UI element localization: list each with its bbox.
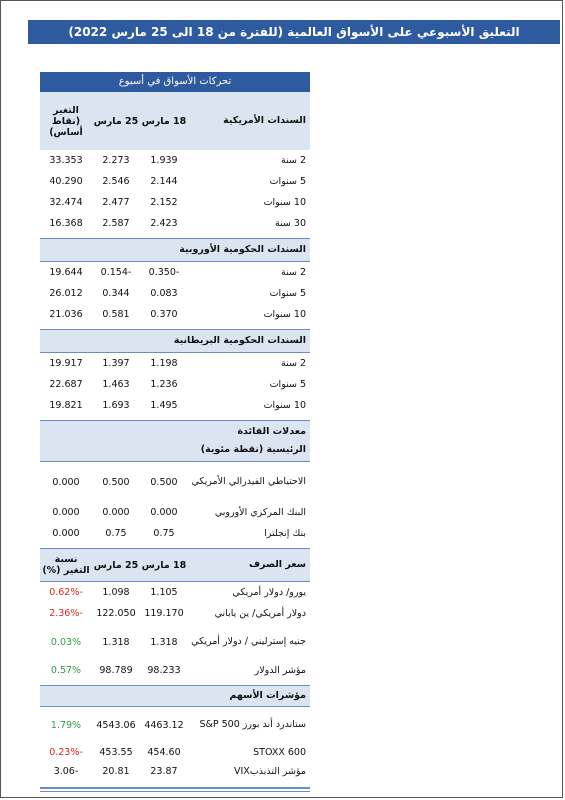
value-date-1: 98.233 [147,665,181,676]
value-date-2: 2.546 [102,176,130,187]
policy-rates-header [40,420,310,462]
value-date-1: 1.198 [150,358,178,369]
uk-bonds-header [40,329,310,353]
markets-table [40,72,310,792]
table-caption: تحركات الأسواق في أسبوع [40,72,310,92]
table-bottom-rule-2 [40,791,310,792]
value-change: 0.000 [52,507,80,518]
value-date-1: 0.500 [150,476,178,488]
table-row [40,707,310,743]
value-change: 40.290 [49,176,83,187]
value-date-2: 0.000 [102,507,130,518]
table-row [40,213,310,234]
value-change: 0.03% [50,636,82,648]
us-bonds-header [40,92,310,150]
us-bonds-title: السندات الأمريكية [223,115,306,126]
value-change: 21.036 [49,309,83,320]
table-row [40,395,310,416]
value-date-2: 0.75 [105,528,127,539]
table-row [40,523,310,544]
value-change: 0.000 [52,476,80,488]
row-label: جنيه إسترليني / دولار أمريكي [191,636,306,647]
value-date-1: 2.423 [150,218,178,229]
value-change: 19.917 [49,358,83,369]
value-change: 16.368 [49,218,83,229]
table-row [40,171,310,192]
policy-rates-title: معدلات الفائدة الرئيسية (نقطة مئوية) [200,426,306,455]
col-date-2: 25 مارس [93,115,139,127]
fx-col-date-1: 18 مارس [141,559,187,571]
row-label: 2 سنة [281,357,306,369]
fx-header [40,548,310,582]
fx-col-change: نسبة التغير (%) [42,554,90,576]
row-label: 2 سنة [281,266,306,278]
row-label: ستاندرد أند بورز S&P 500 [199,719,306,730]
row-label: الاحتياطي الفيدرالي الأمريكي [191,476,306,487]
eu-bonds-header [40,238,310,262]
value-date-2: 1.463 [102,379,130,390]
value-date-1: 0.75 [153,528,175,539]
fx-rows [40,582,310,681]
row-label: البنك المركزي الأوروبي [214,506,306,518]
fx-title: سعر الصرف [248,559,306,570]
value-date-1: 2.152 [150,197,178,208]
value-date-1: 119.170 [144,608,184,619]
equity-header [40,685,310,707]
table-row [40,660,310,681]
value-date-1: 454.60 [147,747,181,758]
row-label: يورو/ دولار أمريكي [232,586,306,598]
table-row [40,283,310,304]
value-date-1: 4463.12 [144,719,184,731]
value-change: -0.62% [49,587,83,598]
row-label: 2 سنة [281,154,306,166]
col-date-1: 18 مارس [141,115,187,127]
policy-rates-rows [40,462,310,544]
uk-bonds-rows [40,353,310,416]
table-row [40,192,310,213]
row-label: 10 سنوات [263,399,306,411]
table-row [40,374,310,395]
value-change: -3.06 [53,766,79,777]
value-date-2: 0.581 [102,309,130,320]
table-row [40,262,310,283]
table-row [40,762,310,781]
table-row [40,353,310,374]
value-date-2: 0.500 [102,476,130,488]
value-change: 0.57% [50,665,82,676]
row-label: 5 سنوات [269,287,306,299]
value-date-2: 98.789 [99,665,133,676]
value-change: 33.353 [49,155,83,166]
value-date-2: 1.397 [102,358,130,369]
value-change: 0.000 [52,528,80,539]
row-label: مؤشر الدولار [254,664,306,676]
value-change: 26.012 [49,288,83,299]
table-row [40,603,310,624]
value-change: 32.474 [49,197,83,208]
value-date-2: 453.55 [99,747,133,758]
value-date-2: 122.050 [96,608,136,619]
value-date-1: 0.083 [150,288,178,299]
value-change: 19.644 [49,267,83,278]
table-row [40,304,310,325]
table-row [40,582,310,603]
row-label: بنك إنجلترا [264,527,306,539]
value-date-2: 0.344 [102,288,130,299]
value-date-1: -0.350 [148,267,180,278]
value-date-2: 2.273 [102,155,130,166]
table-row [40,743,310,762]
table-row [40,624,310,660]
table-row [40,462,310,502]
value-date-1: 1.236 [150,379,178,390]
page-title: التعليق الأسبوعي على الأسواق العالمية (للفترة من 18 الى 25 مارس 2022) [28,20,560,44]
row-label: مؤشر التذبذبVIX [234,765,306,777]
value-date-1: 0.000 [150,507,178,518]
value-date-1: 1.495 [150,400,178,411]
uk-bonds-title: السندات الحكومية البريطانية [173,335,306,346]
eu-bonds-rows [40,262,310,325]
value-date-2: 1.693 [102,400,130,411]
table-bottom-rule [40,787,310,789]
value-date-2: -0.154 [100,267,132,278]
value-change: 22.687 [49,379,83,390]
value-date-1: 1.105 [150,587,178,598]
table-row [40,502,310,523]
value-date-1: 1.939 [150,155,178,166]
table-row [40,150,310,171]
value-change: 1.79% [50,719,82,731]
value-date-2: 4543.06 [96,719,136,731]
value-date-2: 2.477 [102,197,130,208]
row-label: STOXX 600 [253,746,306,758]
row-label: 10 سنوات [263,196,306,208]
value-change: 19.821 [49,400,83,411]
value-date-1: 2.144 [150,176,178,187]
eu-bonds-title: السندات الحكومية الأوروبية [179,244,306,255]
row-label: دولار أمريكي/ ين ياباني [214,607,306,619]
value-date-2: 2.587 [102,218,130,229]
row-label: 5 سنوات [269,175,306,187]
value-date-2: 20.81 [102,766,130,777]
equity-title: مؤشرات الأسهم [229,690,306,701]
value-date-1: 0.370 [150,309,178,320]
value-date-2: 1.318 [102,636,130,648]
fx-col-date-2: 25 مارس [93,559,139,571]
row-label: 30 سنة [274,217,306,229]
value-date-1: 23.87 [150,766,178,777]
col-change: التغير (نقاط أساس) [49,104,83,138]
value-change: -0.23% [49,747,83,758]
row-label: 10 سنوات [263,308,306,320]
value-date-2: 1.098 [102,587,130,598]
row-label: 5 سنوات [269,378,306,390]
value-change: -2.36% [49,608,83,619]
us-bonds-rows [40,150,310,234]
equity-rows [40,707,310,781]
value-date-1: 1.318 [150,636,178,648]
